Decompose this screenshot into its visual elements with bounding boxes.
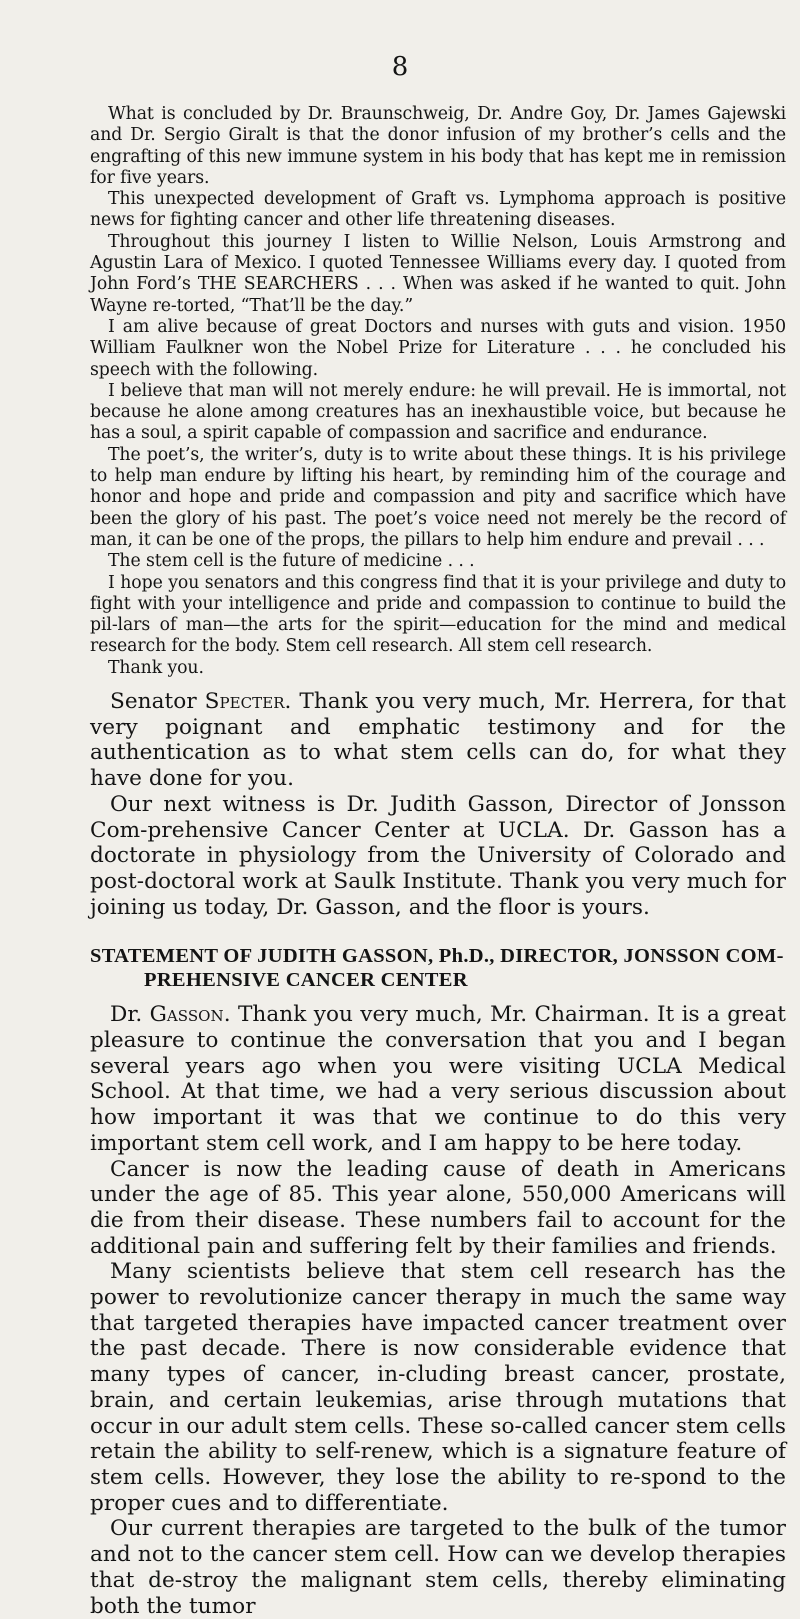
speaker-prefix: Dr. — [110, 1002, 150, 1028]
gasson-statement — [90, 1002, 786, 1619]
paragraph: Our current therapies are targeted to the bulk of the tumor and not to the cancer stem cell. How can we develop therapies that de-stroy the malignant stem cells, thereby eliminating both the tumor — [90, 1516, 786, 1619]
paragraph: The poet’s, the writer’s, duty is to write about these things. It is his privilege to help man endure by lifting his heart, by reminding him of the courage and honor and hope and pride and compassion and pity and sacrifice which have been the glory of his past. The poet’s voice need not merely be the record of man, it can be one of the props, the pillars to help him endure and prevail . . . — [90, 444, 786, 550]
heading-line: PREHENSIVE CANCER CENTER — [144, 969, 468, 992]
specter-remarks — [90, 689, 786, 920]
paragraph — [90, 689, 786, 792]
heading-line: STATEMENT OF JUDITH GASSON, Ph.D., DIRECTOR, JONSSON COM- — [90, 945, 784, 968]
paragraph: What is concluded by Dr. Braunschweig, Dr. Andre Goy, Dr. James Gajewski and Dr. Sergio Giralt is that the donor infusion of my brother’s cells and the engrafting of this new immune system in his body that has kept me in remission for five years. — [90, 104, 786, 188]
speaker-name: Specter — [204, 689, 285, 715]
paragraph: I am alive because of great Doctors and nurses with guts and vision. 1950 William Faulkner won the Nobel Prize for Literature . . . he concluded his speech with the following. — [90, 316, 786, 380]
paragraph: I hope you senators and this congress find that it is your privilege and duty to fight with your intelligence and pride and compassion to continue to build the pil-lars of man—the arts for the spirit—education for the mind and medical research for the body. Stem cell research. All stem cell research. — [90, 572, 786, 657]
document-body — [90, 104, 786, 1619]
paragraph: Thank you. — [108, 657, 204, 678]
speaker-prefix: Senator — [110, 689, 205, 715]
paragraph: I believe that man will not merely endure: he will prevail. He is immortal, not because he alone among creatures has an inexhaustible voice, but because he has a soul, a spirit capable of compassion and sacrifice and endurance. — [90, 380, 786, 444]
statement-heading — [90, 944, 786, 992]
paragraph: Many scientists believe that stem cell research has the power to revolutionize cancer therapy in much the same way that targeted therapies have impacted cancer treatment over the past decade. There is now considerable evidence that many types of cancer, in-cluding breast cancer, prostate, brain, and certain leukemias, arise through mutations that occur in our adult stem cells. These so-called cancer stem cells retain the ability to self-renew, which is a signature feature of stem cells. However, they lose the ability to re-spond to the proper cues and to differentiate. — [90, 1259, 786, 1516]
paragraph: The stem cell is the future of medicine . . . — [108, 551, 475, 572]
herrera-testimony — [90, 104, 786, 679]
speaker-name: Gasson — [149, 1002, 224, 1028]
paragraph: This unexpected development of Graft vs. Lymphoma approach is positive news for fighting cancer and other life threatening diseases. — [90, 189, 786, 231]
speaker-remark: . Thank you very much, Mr. Chairman. It is a great pleasure to continue the conversation that you and I began several years ago when you were visiting UCLA Medical School. At that time, we had a very serious discussion about how important it was that we continue to do this very important stem cell work, and I am happy to be here today. — [90, 1002, 786, 1156]
page-number: 8 — [391, 52, 409, 82]
speaker-remark: . Thank you very much, Mr. Herrera, for that very poignant and emphatic testimony and for the authentication as to what stem cells can do, for what they have done for you. — [90, 689, 786, 792]
paragraph: Our next witness is Dr. Judith Gasson, Director of Jonsson Com-prehensive Cancer Center at UCLA. Dr. Gasson has a doctorate in physiology from the University of Colorado and post-doctoral work at Saulk Institute. Thank you very much for joining us today, Dr. Gasson, and the floor is yours. — [90, 791, 786, 920]
paragraph — [90, 1002, 786, 1156]
paragraph: Throughout this journey I listen to Willie Nelson, Louis Armstrong and Agustin Lara of Mexico. I quoted Tennessee Williams every day. I quoted from John Ford’s THE SEARCHERS . . . When was asked if he wanted to quit. John Wayne re-torted, “That’ll be the day.” — [90, 231, 786, 316]
paragraph: Cancer is now the leading cause of death in Americans under the age of 85. This year alone, 550,000 Americans will die from their disease. These numbers fail to account for the additional pain and suffering felt by their families and friends. — [90, 1156, 786, 1259]
